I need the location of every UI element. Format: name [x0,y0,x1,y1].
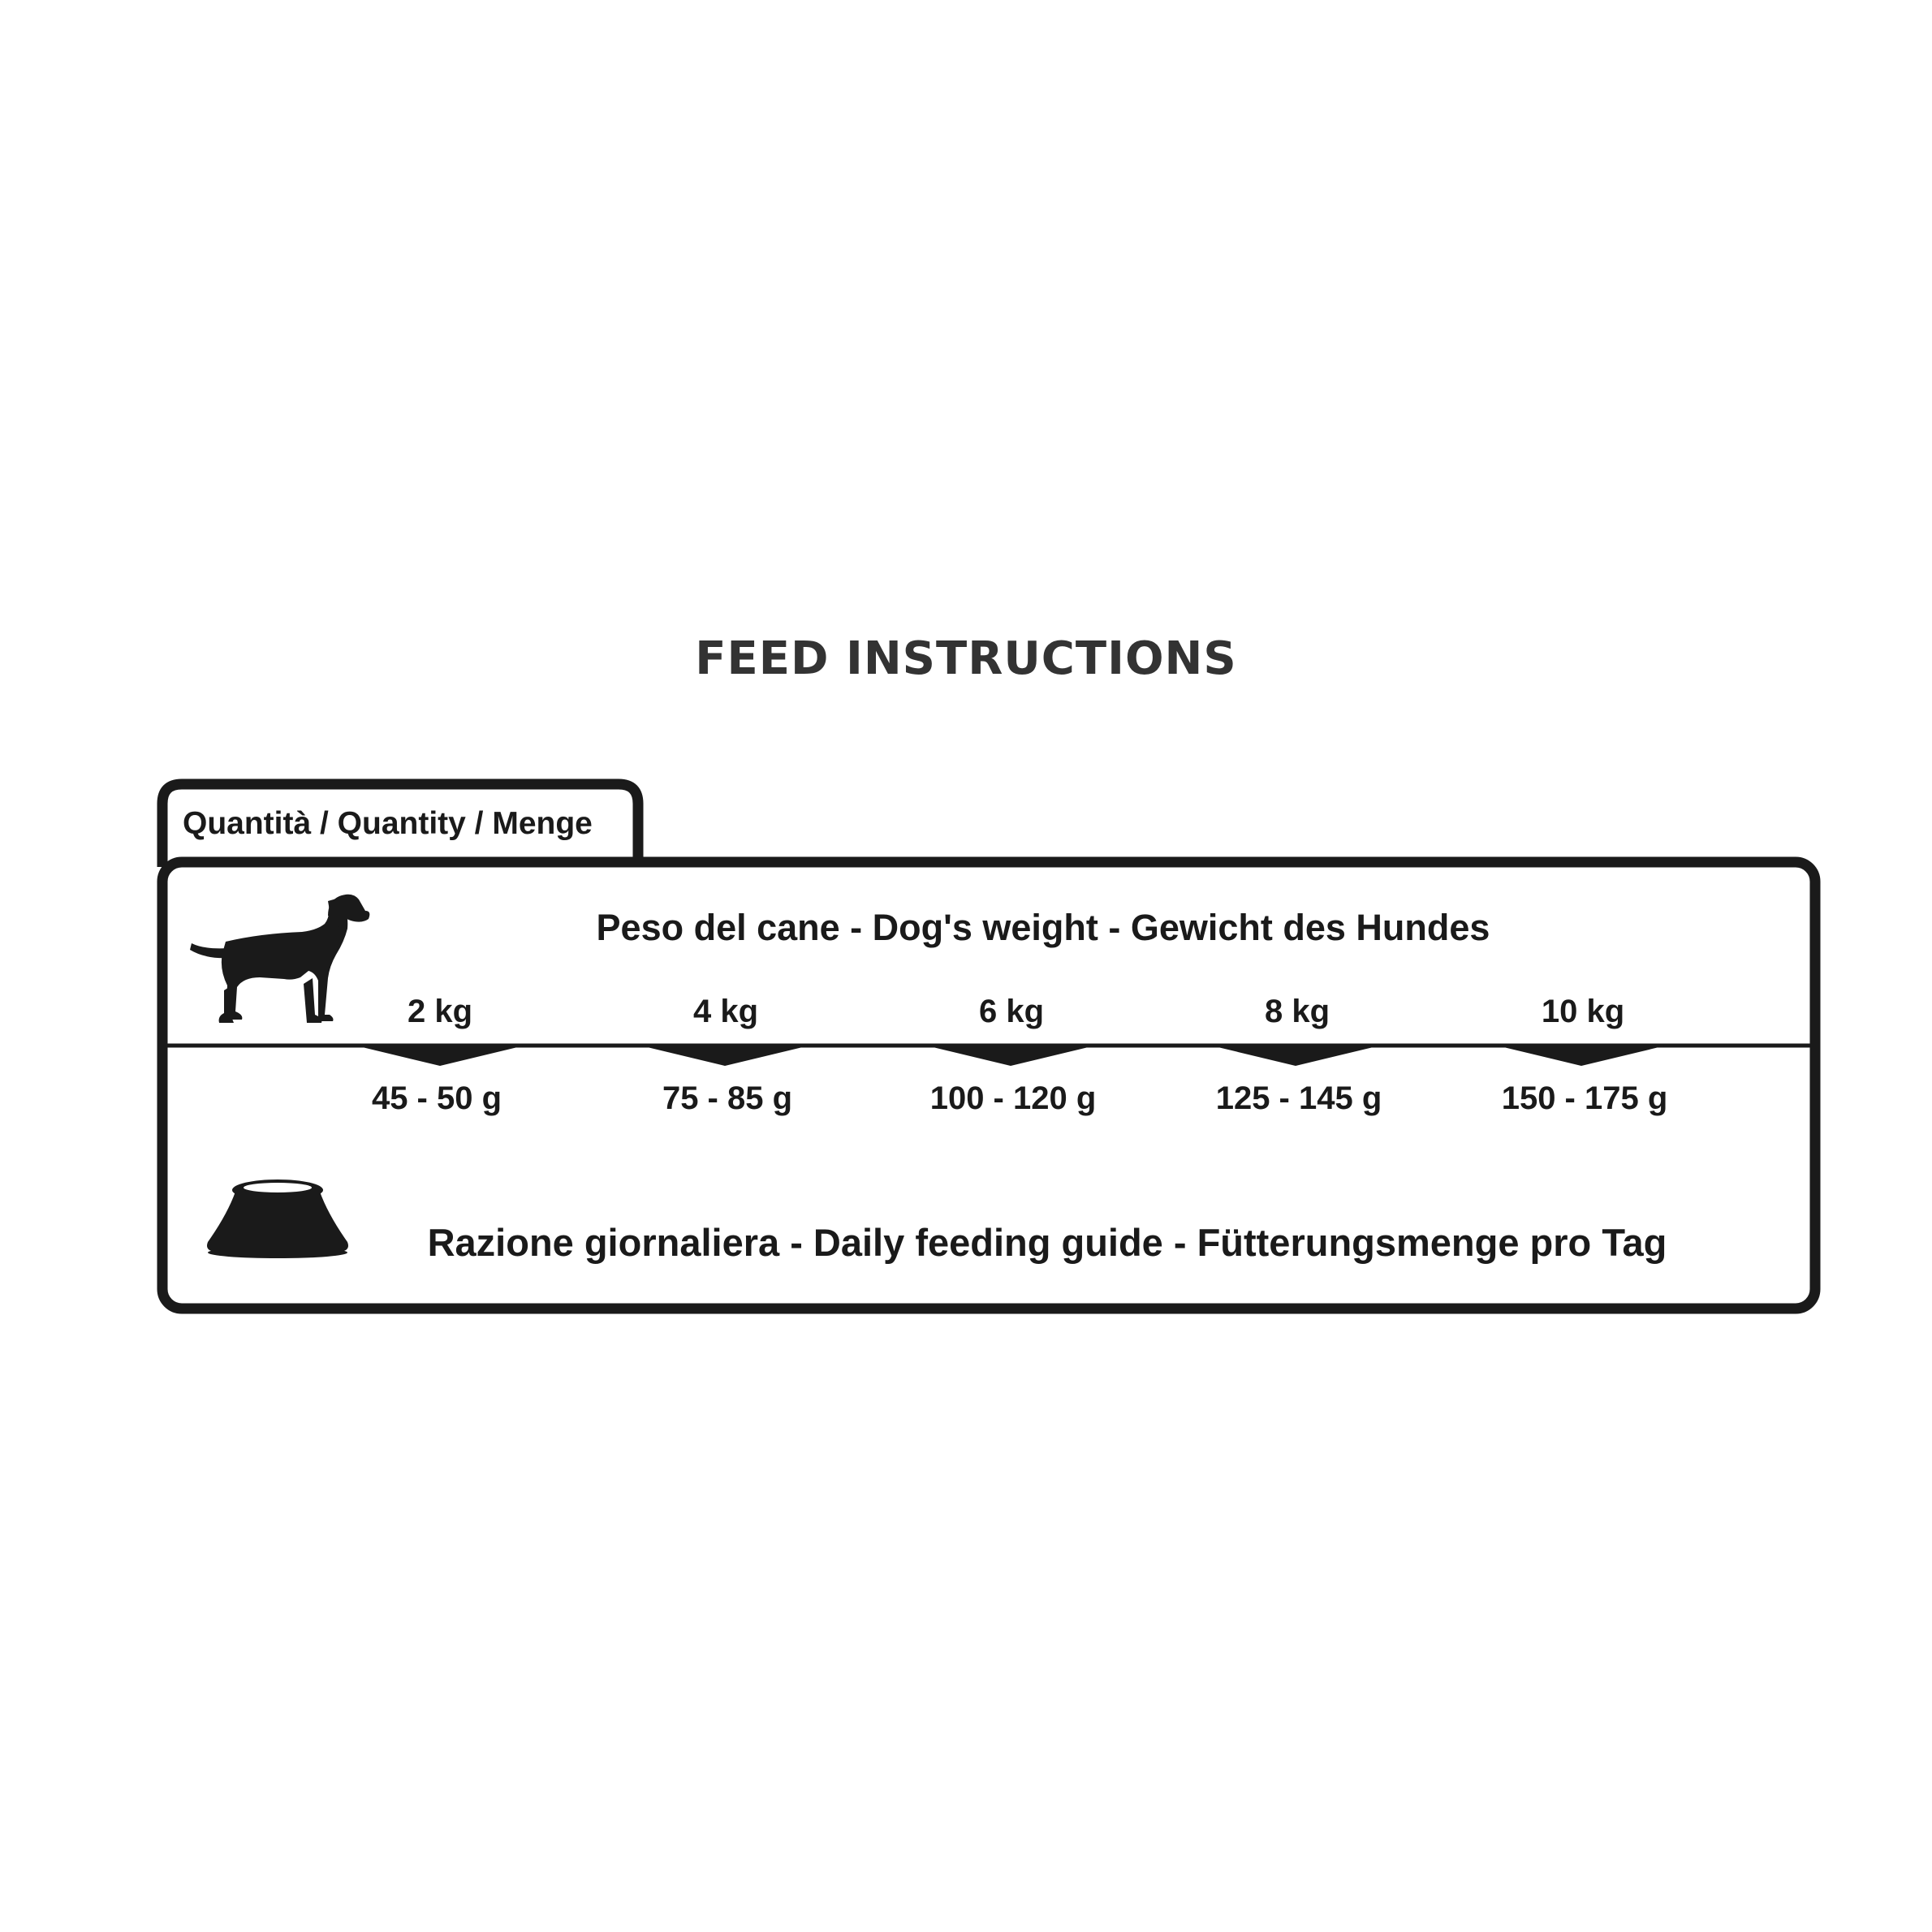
pointer-triangle [356,1046,524,1066]
amount-label: 100 - 120 g [929,1080,1097,1116]
weight-label: 2 kg [407,994,473,1029]
weight-label: 6 kg [978,994,1045,1029]
weight-heading: Peso del cane - Dog's weight - Gewicht des Hundes [596,907,1490,948]
pointer-triangle [1211,1046,1380,1066]
pointer-triangle [1497,1046,1666,1066]
pointer-triangle [926,1046,1095,1066]
amount-label: 125 - 145 g [1215,1080,1382,1116]
page-title: FEED INSTRUCTIONS [695,632,1237,685]
ration-label: Razione giornaliera - Daily feeding guide - Fütterungsmenge pro Tag [427,1221,1667,1264]
weight-label: 10 kg [1541,994,1625,1029]
amount-label: 45 - 50 g [371,1080,502,1116]
pointer-triangle [640,1046,809,1066]
weight-label: 8 kg [1264,994,1330,1029]
weight-label: 4 kg [692,994,759,1029]
tab-label: Quantità / Quantity / Menge [183,806,593,841]
amount-label: 150 - 175 g [1501,1080,1668,1116]
amount-label: 75 - 85 g [662,1080,793,1116]
